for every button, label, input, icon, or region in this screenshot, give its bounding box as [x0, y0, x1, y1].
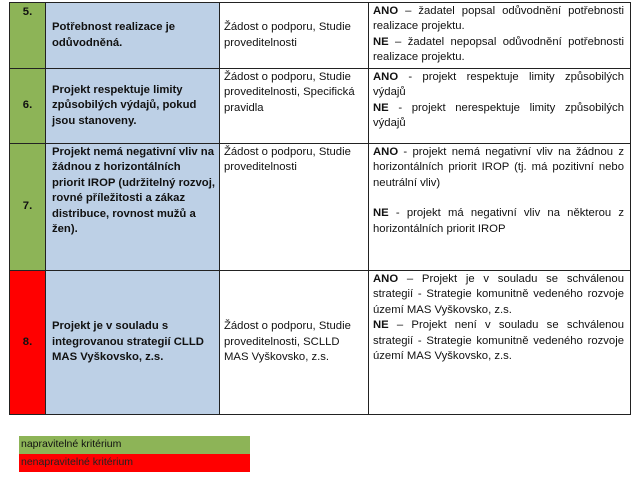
yes-text: - projekt nemá negativní vliv na žádnou z horizontálních priorit IROP (tj. má pozitivní nebo neutrální vliv)	[373, 146, 624, 189]
criterion-number: 6.	[10, 69, 46, 144]
no-label: NE	[373, 319, 389, 332]
criterion-evaluation	[369, 271, 631, 415]
yes-text: - projekt respektuje limity způsobilých výdajů	[373, 71, 624, 99]
table-row	[10, 3, 631, 69]
criterion-evaluation	[369, 69, 631, 144]
table-row	[10, 69, 631, 144]
legend-correctable: napravitelné kritérium	[19, 436, 250, 454]
legend	[19, 436, 250, 472]
criterion-evaluation	[369, 144, 631, 271]
no-text: – Projekt není v souladu se schválenou strategií - Strategie komunitně vedeného rozvoje území MAS Vyškovsko, z.s.	[373, 319, 624, 363]
spacer	[373, 191, 624, 206]
criterion-number: 5.	[10, 3, 46, 69]
criteria-table	[9, 2, 631, 415]
no-label: NE	[373, 101, 389, 114]
criterion-documents: Žádost o podporu, Studie proveditelnosti, Specifická pravidla	[220, 69, 369, 144]
yes-label: ANO	[373, 5, 399, 17]
no-label: NE	[373, 207, 389, 220]
no-text: - projekt má negativní vliv na některou z horizontálních priorit IROP	[373, 207, 624, 235]
criterion-name: Potřebnost realizace je odůvodněná.	[46, 3, 220, 69]
yes-label: ANO	[373, 273, 399, 285]
no-text: – žadatel nepopsal odůvodnění potřebnosti realizace projektu.	[373, 35, 624, 64]
criterion-number: 8.	[10, 271, 46, 415]
criterion-name: Projekt respektuje limity způsobilých výdajů, pokud jsou stanoveny.	[46, 69, 220, 144]
yes-text: – Projekt je v souladu se schválenou strategií - Strategie komunitně vedeného rozvoje území MAS Vyškovsko, z.s.	[373, 273, 624, 316]
criterion-documents: Žádost o podporu, Studie proveditelnosti	[220, 144, 369, 271]
criterion-documents: Žádost o podporu, Studie proveditelnosti	[220, 3, 369, 69]
legend-non-correctable: nenapravitelné kritérium	[19, 454, 250, 472]
yes-text: – žadatel popsal odůvodnění potřebnosti realizace projektu.	[373, 5, 624, 33]
yes-label: ANO	[373, 146, 399, 158]
yes-label: ANO	[373, 71, 399, 83]
criterion-number: 7.	[10, 144, 46, 271]
criterion-name: Projekt je v souladu s integrovanou strategií CLLD MAS Vyškovsko, z.s.	[46, 271, 220, 415]
no-label: NE	[373, 35, 389, 48]
criterion-name: Projekt nemá negativní vliv na žádnou z horizontálních priorit IROP (udržitelný rozvoj, rovné příležitosti a zákaz distribuce, rovnost mužů a žen).	[46, 144, 220, 271]
table-row	[10, 271, 631, 415]
table-row	[10, 144, 631, 271]
no-text: - projekt nerespektuje limity způsobilých výdajů	[373, 101, 624, 130]
criterion-documents: Žádost o podporu, Studie proveditelnosti, SCLLD MAS Vyškovsko, z.s.	[220, 271, 369, 415]
criterion-evaluation	[369, 3, 631, 69]
